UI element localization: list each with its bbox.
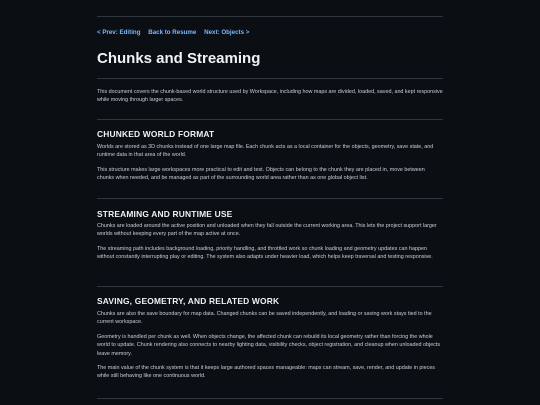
page-title: Chunks and Streaming (97, 50, 261, 67)
section-divider (97, 198, 443, 199)
intro-paragraph: This document covers the chunk-based world structure used by Workspace, including how maps are divided, loaded, saved, and kept responsive while moving through larger spaces. (97, 89, 443, 104)
prev-link[interactable]: < Prev: Editing (97, 29, 141, 36)
section-heading-streaming-and-runtime-use: STREAMING AND RUNTIME USE (97, 209, 233, 219)
section-paragraph: The streaming path includes background loading, priority handling, and throttled work so chunk loading and geometry updates can happen without constantly interrupting play or editing. The system also adapts under heavier load, which helps keep traversal and testing responsive. (97, 246, 433, 261)
back-to-resume-link[interactable]: Back to Resume (148, 29, 197, 36)
section-paragraph: Chunks are loaded around the active position and unloaded when they fall outside the current working area. This lets the project support larger worlds without keeping every part of the map active at once. (97, 223, 437, 238)
section-paragraph: Chunks are also the save boundary for map data. Changed chunks can be saved independently, and loading or saving work stays tied to the current workspace. (97, 311, 432, 326)
breadcrumb-nav (97, 29, 255, 36)
next-link[interactable]: Next: Objects > (204, 29, 250, 36)
section-divider (97, 119, 443, 120)
section-heading-chunked-world-format: CHUNKED WORLD FORMAT (97, 129, 215, 139)
section-divider (97, 286, 443, 287)
section-paragraph: This structure makes large workspaces more practical to edit and test. Objects can belong to the chunk they are placed in, move between chunks when needed, and be managed as part of the surrounding world area rather than as one global object list. (97, 167, 425, 182)
section-paragraph: Worlds are stored as 3D chunks instead of one large map file. Each chunk acts as a local container for the objects, geometry, save state, and runtime data in that area of the world. (97, 144, 434, 159)
section-paragraph: The main value of the chunk system is that it keeps large authored spaces manageable: maps can stream, save, render, and update in pieces while still behaving like one continuous world. (97, 365, 436, 380)
top-divider (97, 16, 443, 17)
section-paragraph: Geometry is handled per chunk as well. When objects change, the affected chunk can rebuild its local geometry rather than forcing the whole world to update. Chunk rendering also connects to nearby lighting data, visibility checks, object registration, and cleanup when unloaded objects leave memory. (97, 334, 441, 357)
section-heading-saving-geometry-related-work: SAVING, GEOMETRY, AND RELATED WORK (97, 296, 280, 306)
title-divider (97, 78, 443, 79)
section-divider (97, 398, 443, 399)
